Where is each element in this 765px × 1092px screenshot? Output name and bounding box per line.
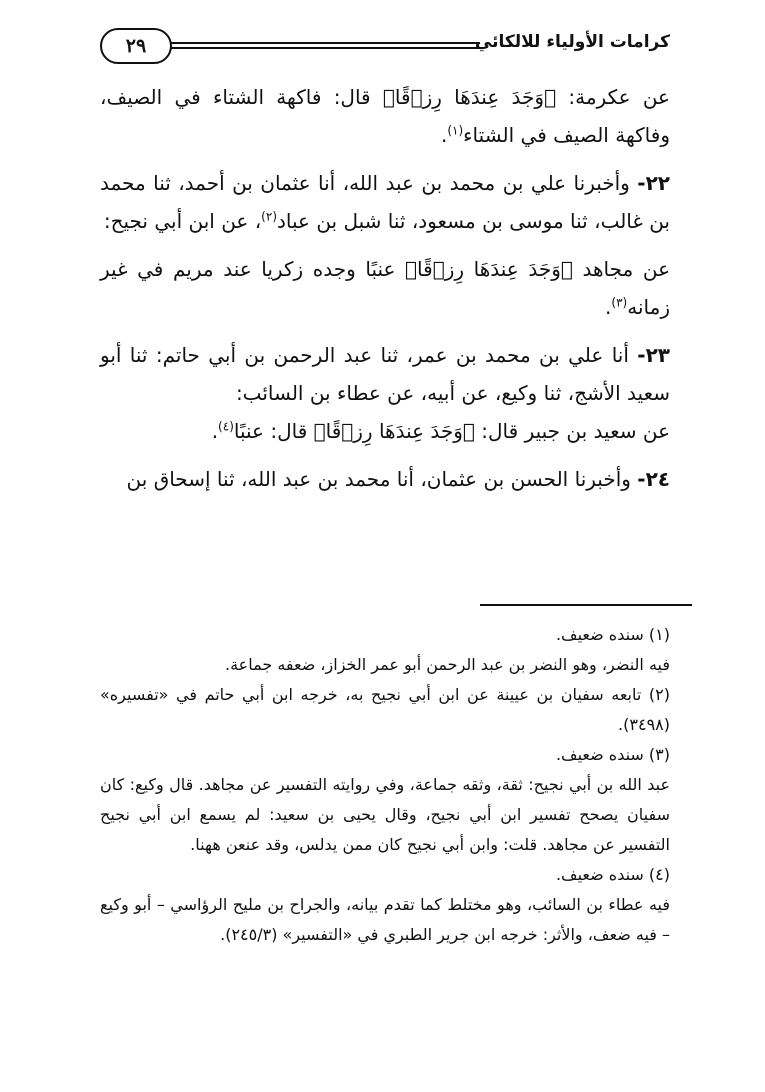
footnotes (100, 620, 670, 950)
narration-number: ٢٣- (637, 343, 670, 367)
page-header (100, 28, 670, 64)
paragraph-text-tail: ، عن ابن أبي نجيح: (103, 209, 262, 233)
paragraph-text: وأخبرنا الحسن بن عثمان، أنا محمد بن عبد الله، ثنا إسحاق بن (126, 467, 631, 491)
main-text (100, 78, 670, 508)
paragraph-22 (100, 164, 670, 240)
narration-number: ٢٢- (637, 171, 671, 195)
paragraph-text: عن مجاهد ﴿وَجَدَ عِندَهَا رِزۡقًا﴾ عنبًا وجده زكريا عند مريم في غير زمانه (100, 257, 670, 319)
paragraph-text: وأخبرنا علي بن محمد بن عبد الله، أنا عثمان بن أحمد، ثنا محمد بن غالب، ثنا موسى بن مسعود، ثنا شبل بن عباد (100, 171, 670, 233)
paragraph-24 (100, 460, 670, 498)
header-rule (162, 42, 480, 49)
page-number: ٢٩ (100, 28, 172, 64)
book-title: كرامات الأولياء للالكائي (474, 32, 670, 52)
paragraph-mujahid: عن مجاهد ﴿وَجَدَ عِندَهَا رِزۡقًا﴾ عنبًا وجده زكريا عند مريم في غير زمانه$^{(٣)}$. (100, 257, 670, 319)
footnote-3-body: عبد الله بن أبي نجيح: ثقة، وثقه جماعة، وفي روايته التفسير عن مجاهد. قال وكيع: كان سفيان يصحح تفسير ابن أبي نجيح، وقال يحيى بن سعيد: لم يسمع ابن أبي نجيح التفسير عن مجاهد. قلت: وابن أبي نجيح كان ممن يدلس، وقد عنعن ههنا. (100, 775, 670, 854)
paragraph-text: أنا علي بن محمد بن عمر، ثنا عبد الرحمن بن أبي حاتم: ثنا أبو سعيد الأشج، ثنا وكيع، عن أبيه، عن عطاء بن السائب: (100, 343, 670, 405)
footnote-ref: (١) (447, 123, 464, 138)
footnote-1-head: (١) سنده ضعيف. (555, 625, 670, 644)
footnote-4-body: فيه عطاء بن السائب، وهو مختلط كما تقدم بيانه، والجراح بن مليح الرؤاسي – أبو وكيع – فيه ضعف، والأثر: خرجه ابن جرير الطبري في «التفسير» (٢٤٥/٣). (100, 895, 670, 944)
footnote-1-body: فيه النضر، وهو النضر بن عبد الرحمن أبو عمر الخزاز، ضعفه جماعة. (225, 655, 670, 674)
paragraph-23 (100, 336, 670, 412)
footnote-ref: (٢) (261, 209, 277, 224)
narration-number: ٢٤- (637, 467, 670, 491)
footnote-4-head: (٤) سنده ضعيف. (555, 865, 670, 884)
paragraph-text: عن سعيد بن جبير قال: ﴿وَجَدَ عِندَهَا رِزۡقًا﴾ قال: عنبًا (233, 419, 670, 443)
footnote-divider (480, 604, 692, 606)
paragraph-text: عن عكرمة: ﴿وَجَدَ عِندَهَا رِزۡقًا﴾ قال: فاكهة الشتاء في الصيف، وفاكهة الصيف في الشتاء (100, 85, 670, 147)
paragraph-saeed: عن سعيد بن جبير قال: ﴿وَجَدَ عِندَهَا رِزۡقًا﴾ قال: عنبًا$^{(٤)}$. (211, 419, 670, 443)
footnote-2: (٢) تابعه سفيان بن عيينة عن ابن أبي نجيح به، خرجه ابن أبي حاتم في «تفسيره» (٣٤٩٨). (100, 685, 670, 734)
footnote-ref: (٣) (611, 295, 628, 310)
paragraph-ikrima: عن عكرمة: ﴿وَجَدَ عِندَهَا رِزۡقًا﴾ قال: فاكهة الشتاء في الصيف، وفاكهة الصيف في الشتاء$^{(١)}$. (100, 85, 670, 147)
footnote-3-head: (٣) سنده ضعيف. (555, 745, 670, 764)
footnote-ref: (٤) (218, 419, 234, 434)
